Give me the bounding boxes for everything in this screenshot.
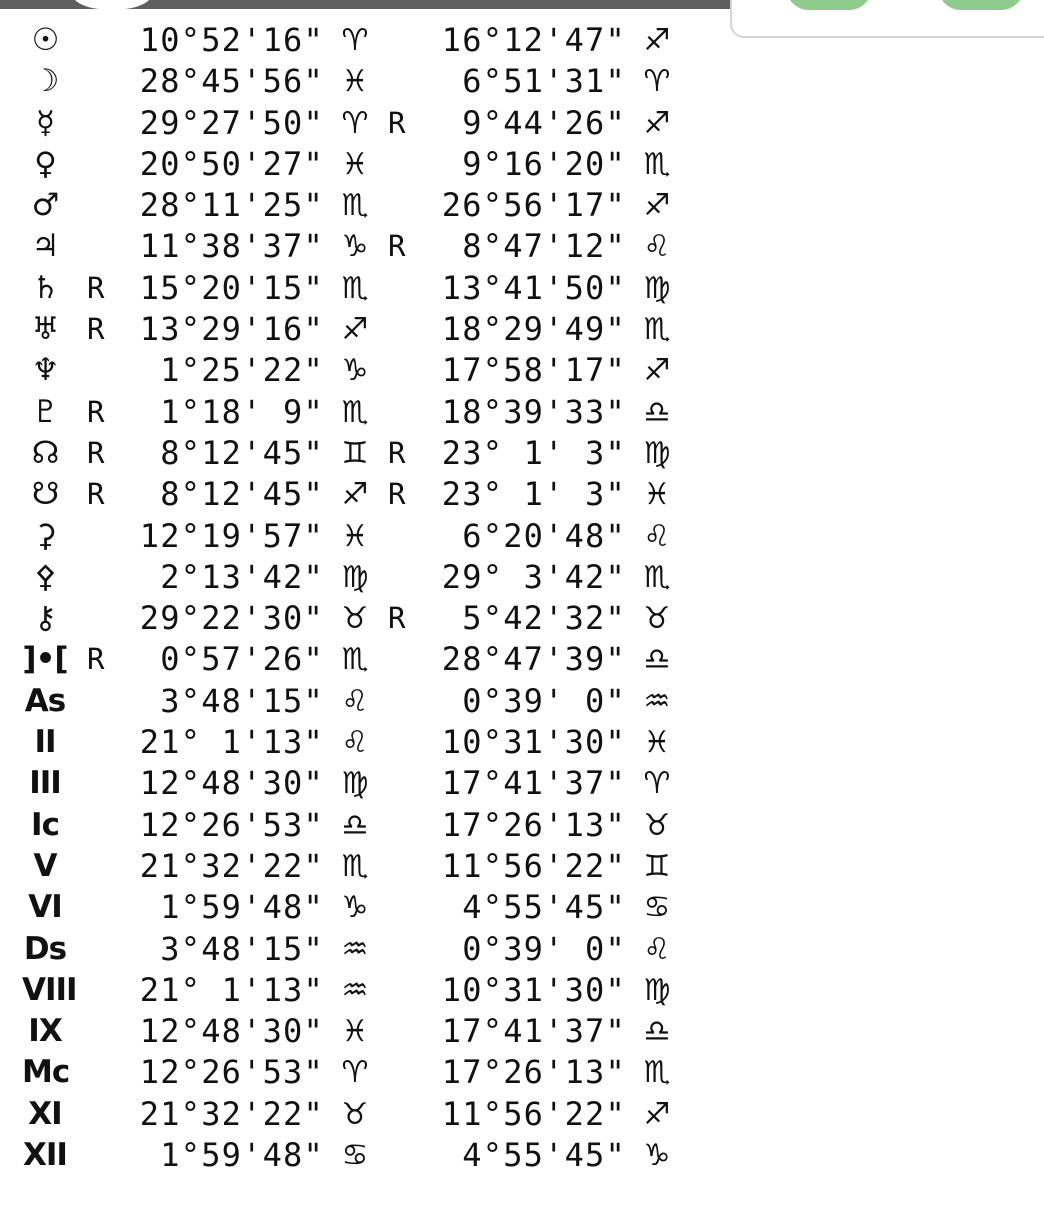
row-label: ☋: [31, 476, 59, 513]
retrograde-flag-2: R: [388, 105, 406, 140]
position-2: 16°12'47": [441, 21, 626, 59]
position-2: 8°47'12": [462, 227, 626, 266]
position-1: 3°48'15": [160, 929, 324, 968]
zodiac-sign-1: ♊: [341, 435, 369, 471]
action-panel: [730, 0, 1044, 38]
position-1: 20°50'27": [139, 144, 324, 183]
zodiac-sign-1: ♉: [341, 1096, 369, 1132]
zodiac-sign-1: ♌: [341, 725, 369, 761]
green-action-button[interactable]: [938, 0, 1024, 10]
position-1: 8°12'45": [160, 475, 324, 514]
table-row: [0, 598, 700, 639]
position-2: 28°47'39": [441, 640, 626, 679]
row-label: ⚳: [34, 517, 56, 554]
green-action-button[interactable]: [786, 0, 872, 10]
zodiac-sign-1: ♏: [341, 188, 369, 224]
zodiac-sign-2: ♏: [643, 559, 671, 595]
zodiac-sign-2: ♏: [643, 1055, 671, 1091]
zodiac-sign-2: ♐: [643, 105, 671, 141]
zodiac-sign-1: ♐: [341, 477, 369, 513]
zodiac-sign-2: ♎: [643, 394, 671, 430]
row-label: III: [29, 765, 61, 802]
zodiac-sign-2: ♏: [643, 146, 671, 182]
position-2: 23° 1' 3": [441, 475, 626, 514]
position-2: 10°31'30": [441, 723, 626, 762]
table-row: [0, 474, 700, 515]
retrograde-flag-2: R: [388, 477, 406, 512]
position-1: 21° 1'13": [139, 723, 324, 762]
position-2: 17°58'17": [441, 351, 626, 390]
position-2: 4°55'45": [462, 1136, 626, 1175]
position-2: 17°41'37": [441, 764, 626, 803]
retrograde-flag-2: R: [388, 435, 406, 470]
row-label: IX: [28, 1013, 62, 1050]
zodiac-sign-1: ♏: [341, 848, 369, 884]
row-label: ⚴: [34, 558, 56, 595]
row-label: ♇: [31, 393, 59, 430]
position-2: 10°31'30": [441, 970, 626, 1009]
position-2: 18°29'49": [441, 310, 626, 349]
table-row: [0, 268, 700, 309]
table-row: [0, 185, 700, 226]
zodiac-sign-2: ♍: [643, 270, 671, 306]
zodiac-sign-1: ♑: [341, 353, 369, 389]
position-2: 9°16'20": [462, 144, 626, 183]
position-1: 12°26'53": [139, 805, 324, 844]
zodiac-sign-1: ♋: [341, 1138, 369, 1174]
position-1: 1°59'48": [160, 1136, 324, 1175]
position-1: 12°19'57": [139, 516, 324, 555]
position-2: 17°41'37": [441, 1012, 626, 1051]
position-1: 3°48'15": [160, 681, 324, 720]
position-2: 0°39' 0": [462, 929, 626, 968]
row-label: VIII: [22, 971, 77, 1008]
zodiac-sign-2: ♐: [643, 353, 671, 389]
position-2: 9°44'26": [462, 103, 626, 142]
position-1: 10°52'16": [139, 21, 324, 59]
zodiac-sign-1: ♑: [341, 229, 369, 265]
zodiac-sign-1: ♓: [341, 146, 369, 182]
retrograde-flag-1: R: [87, 435, 105, 470]
zodiac-sign-2: ♓: [643, 725, 671, 761]
position-1: 1°59'48": [160, 888, 324, 927]
table-row: [0, 103, 700, 144]
row-label: ♅: [31, 311, 59, 348]
zodiac-sign-1: ♓: [341, 1014, 369, 1050]
position-1: 15°20'15": [139, 268, 324, 307]
position-2: 5°42'32": [462, 599, 626, 638]
position-2: 29° 3'42": [441, 557, 626, 596]
table-row: [0, 392, 700, 433]
position-1: 29°22'30": [139, 599, 324, 638]
retrograde-flag-1: R: [87, 270, 105, 305]
zodiac-sign-2: ♍: [643, 435, 671, 471]
table-row: [0, 1094, 700, 1135]
retrograde-flag-1: R: [87, 642, 105, 677]
position-1: 29°27'50": [139, 103, 324, 142]
table-row: [0, 681, 700, 722]
row-label: ☿: [35, 104, 55, 141]
table-row: [0, 763, 700, 804]
retrograde-flag-2: R: [388, 601, 406, 636]
row-label: ☊: [31, 434, 59, 471]
table-row: [0, 1052, 700, 1093]
zodiac-sign-1: ♈: [341, 105, 369, 141]
position-1: 12°48'30": [139, 764, 324, 803]
zodiac-sign-1: ♏: [341, 394, 369, 430]
table-row: [0, 970, 700, 1011]
zodiac-sign-2: ♐: [643, 1096, 671, 1132]
row-label: ☽: [31, 63, 59, 100]
zodiac-sign-1: ♒: [341, 931, 369, 967]
zodiac-sign-1: ♈: [341, 1055, 369, 1091]
zodiac-sign-1: ♐: [341, 312, 369, 348]
table-row: [0, 309, 700, 350]
table-row: [0, 722, 700, 763]
retrograde-flag-1: R: [87, 477, 105, 512]
table-row: [0, 20, 700, 61]
table-row: [0, 639, 700, 680]
zodiac-sign-2: ♌: [643, 229, 671, 265]
row-label: II: [34, 724, 56, 761]
zodiac-sign-2: ♐: [643, 23, 671, 58]
table-row: [0, 61, 700, 102]
zodiac-sign-1: ♓: [341, 518, 369, 554]
zodiac-sign-1: ♉: [341, 601, 369, 637]
table-row: [0, 144, 700, 185]
position-1: 8°12'45": [160, 433, 324, 472]
zodiac-sign-1: ♓: [341, 64, 369, 100]
position-1: 1°18' 9": [160, 392, 324, 431]
position-2: 6°51'31": [462, 62, 626, 101]
zodiac-sign-2: ♈: [643, 766, 671, 802]
zodiac-sign-2: ♉: [643, 601, 671, 637]
table-row: [0, 846, 700, 887]
zodiac-sign-2: ♌: [643, 931, 671, 967]
table-row: [0, 1135, 700, 1176]
table-row: [0, 1011, 700, 1052]
row-label: Mc: [22, 1054, 70, 1091]
position-1: 13°29'16": [139, 310, 324, 349]
zodiac-sign-2: ♓: [643, 477, 671, 513]
position-1: 0°57'26": [160, 640, 324, 679]
row-label: ♀: [34, 145, 56, 182]
position-1: 21° 1'13": [139, 970, 324, 1009]
row-label: XII: [23, 1137, 67, 1174]
table-row: [0, 887, 700, 928]
retrograde-flag-2: R: [388, 229, 406, 264]
table-row: [0, 516, 700, 557]
row-label: XI: [28, 1095, 62, 1132]
position-1: 1°25'22": [160, 351, 324, 390]
row-label: V: [33, 847, 57, 884]
retrograde-flag-1: R: [87, 312, 105, 347]
row-label: ♄: [31, 269, 59, 306]
planet-positions-table: [0, 20, 700, 1176]
zodiac-sign-1: ♏: [341, 270, 369, 306]
position-1: 21°32'22": [139, 1094, 324, 1133]
table-row: [0, 226, 700, 267]
row-label: As: [24, 682, 66, 719]
zodiac-sign-2: ♊: [643, 848, 671, 884]
zodiac-sign-2: ♌: [643, 518, 671, 554]
position-2: 6°20'48": [462, 516, 626, 555]
table-row: [0, 350, 700, 391]
zodiac-sign-1: ♏: [341, 642, 369, 678]
position-2: 17°26'13": [441, 1053, 626, 1092]
zodiac-sign-2: ♎: [643, 1014, 671, 1050]
zodiac-sign-1: ♈: [341, 23, 369, 58]
table-row: [0, 929, 700, 970]
zodiac-sign-1: ♍: [341, 559, 369, 595]
zodiac-sign-2: ♈: [643, 64, 671, 100]
zodiac-sign-2: ♎: [643, 642, 671, 678]
row-label: ♃: [31, 228, 59, 265]
row-label: Ds: [23, 930, 67, 967]
zodiac-sign-1: ♍: [341, 766, 369, 802]
position-1: 28°11'25": [139, 186, 324, 225]
row-label: ♂: [31, 187, 59, 224]
row-label: ♆: [31, 352, 59, 389]
position-1: 21°32'22": [139, 846, 324, 885]
position-2: 23° 1' 3": [441, 433, 626, 472]
table-row: [0, 805, 700, 846]
zodiac-sign-1: ♎: [341, 807, 369, 843]
row-label: ⚷: [34, 600, 56, 637]
retrograde-flag-1: R: [87, 394, 105, 429]
zodiac-sign-2: ♑: [643, 1138, 671, 1174]
row-label: Ic: [31, 806, 59, 843]
position-2: 13°41'50": [441, 268, 626, 307]
position-1: 12°48'30": [139, 1012, 324, 1051]
position-2: 0°39' 0": [462, 681, 626, 720]
zodiac-sign-2: ♉: [643, 807, 671, 843]
position-1: 28°45'56": [139, 62, 324, 101]
row-label: VI: [28, 889, 62, 926]
zodiac-sign-1: ♌: [341, 683, 369, 719]
zodiac-sign-2: ♐: [643, 188, 671, 224]
position-1: 2°13'42": [160, 557, 324, 596]
table-row: [0, 557, 700, 598]
row-label: ]•[: [22, 641, 68, 678]
table-row: [0, 433, 700, 474]
position-2: 17°26'13": [441, 805, 626, 844]
position-2: 4°55'45": [462, 888, 626, 927]
position-2: 11°56'22": [441, 846, 626, 885]
zodiac-sign-1: ♑: [341, 890, 369, 926]
row-label: ☉: [31, 22, 59, 58]
position-1: 12°26'53": [139, 1053, 324, 1092]
position-2: 18°39'33": [441, 392, 626, 431]
position-1: 11°38'37": [139, 227, 324, 266]
zodiac-sign-1: ♒: [341, 972, 369, 1008]
zodiac-sign-2: ♋: [643, 890, 671, 926]
zodiac-sign-2: ♏: [643, 312, 671, 348]
position-2: 11°56'22": [441, 1094, 626, 1133]
position-2: 26°56'17": [441, 186, 626, 225]
zodiac-sign-2: ♍: [643, 972, 671, 1008]
zodiac-sign-2: ♒: [643, 683, 671, 719]
